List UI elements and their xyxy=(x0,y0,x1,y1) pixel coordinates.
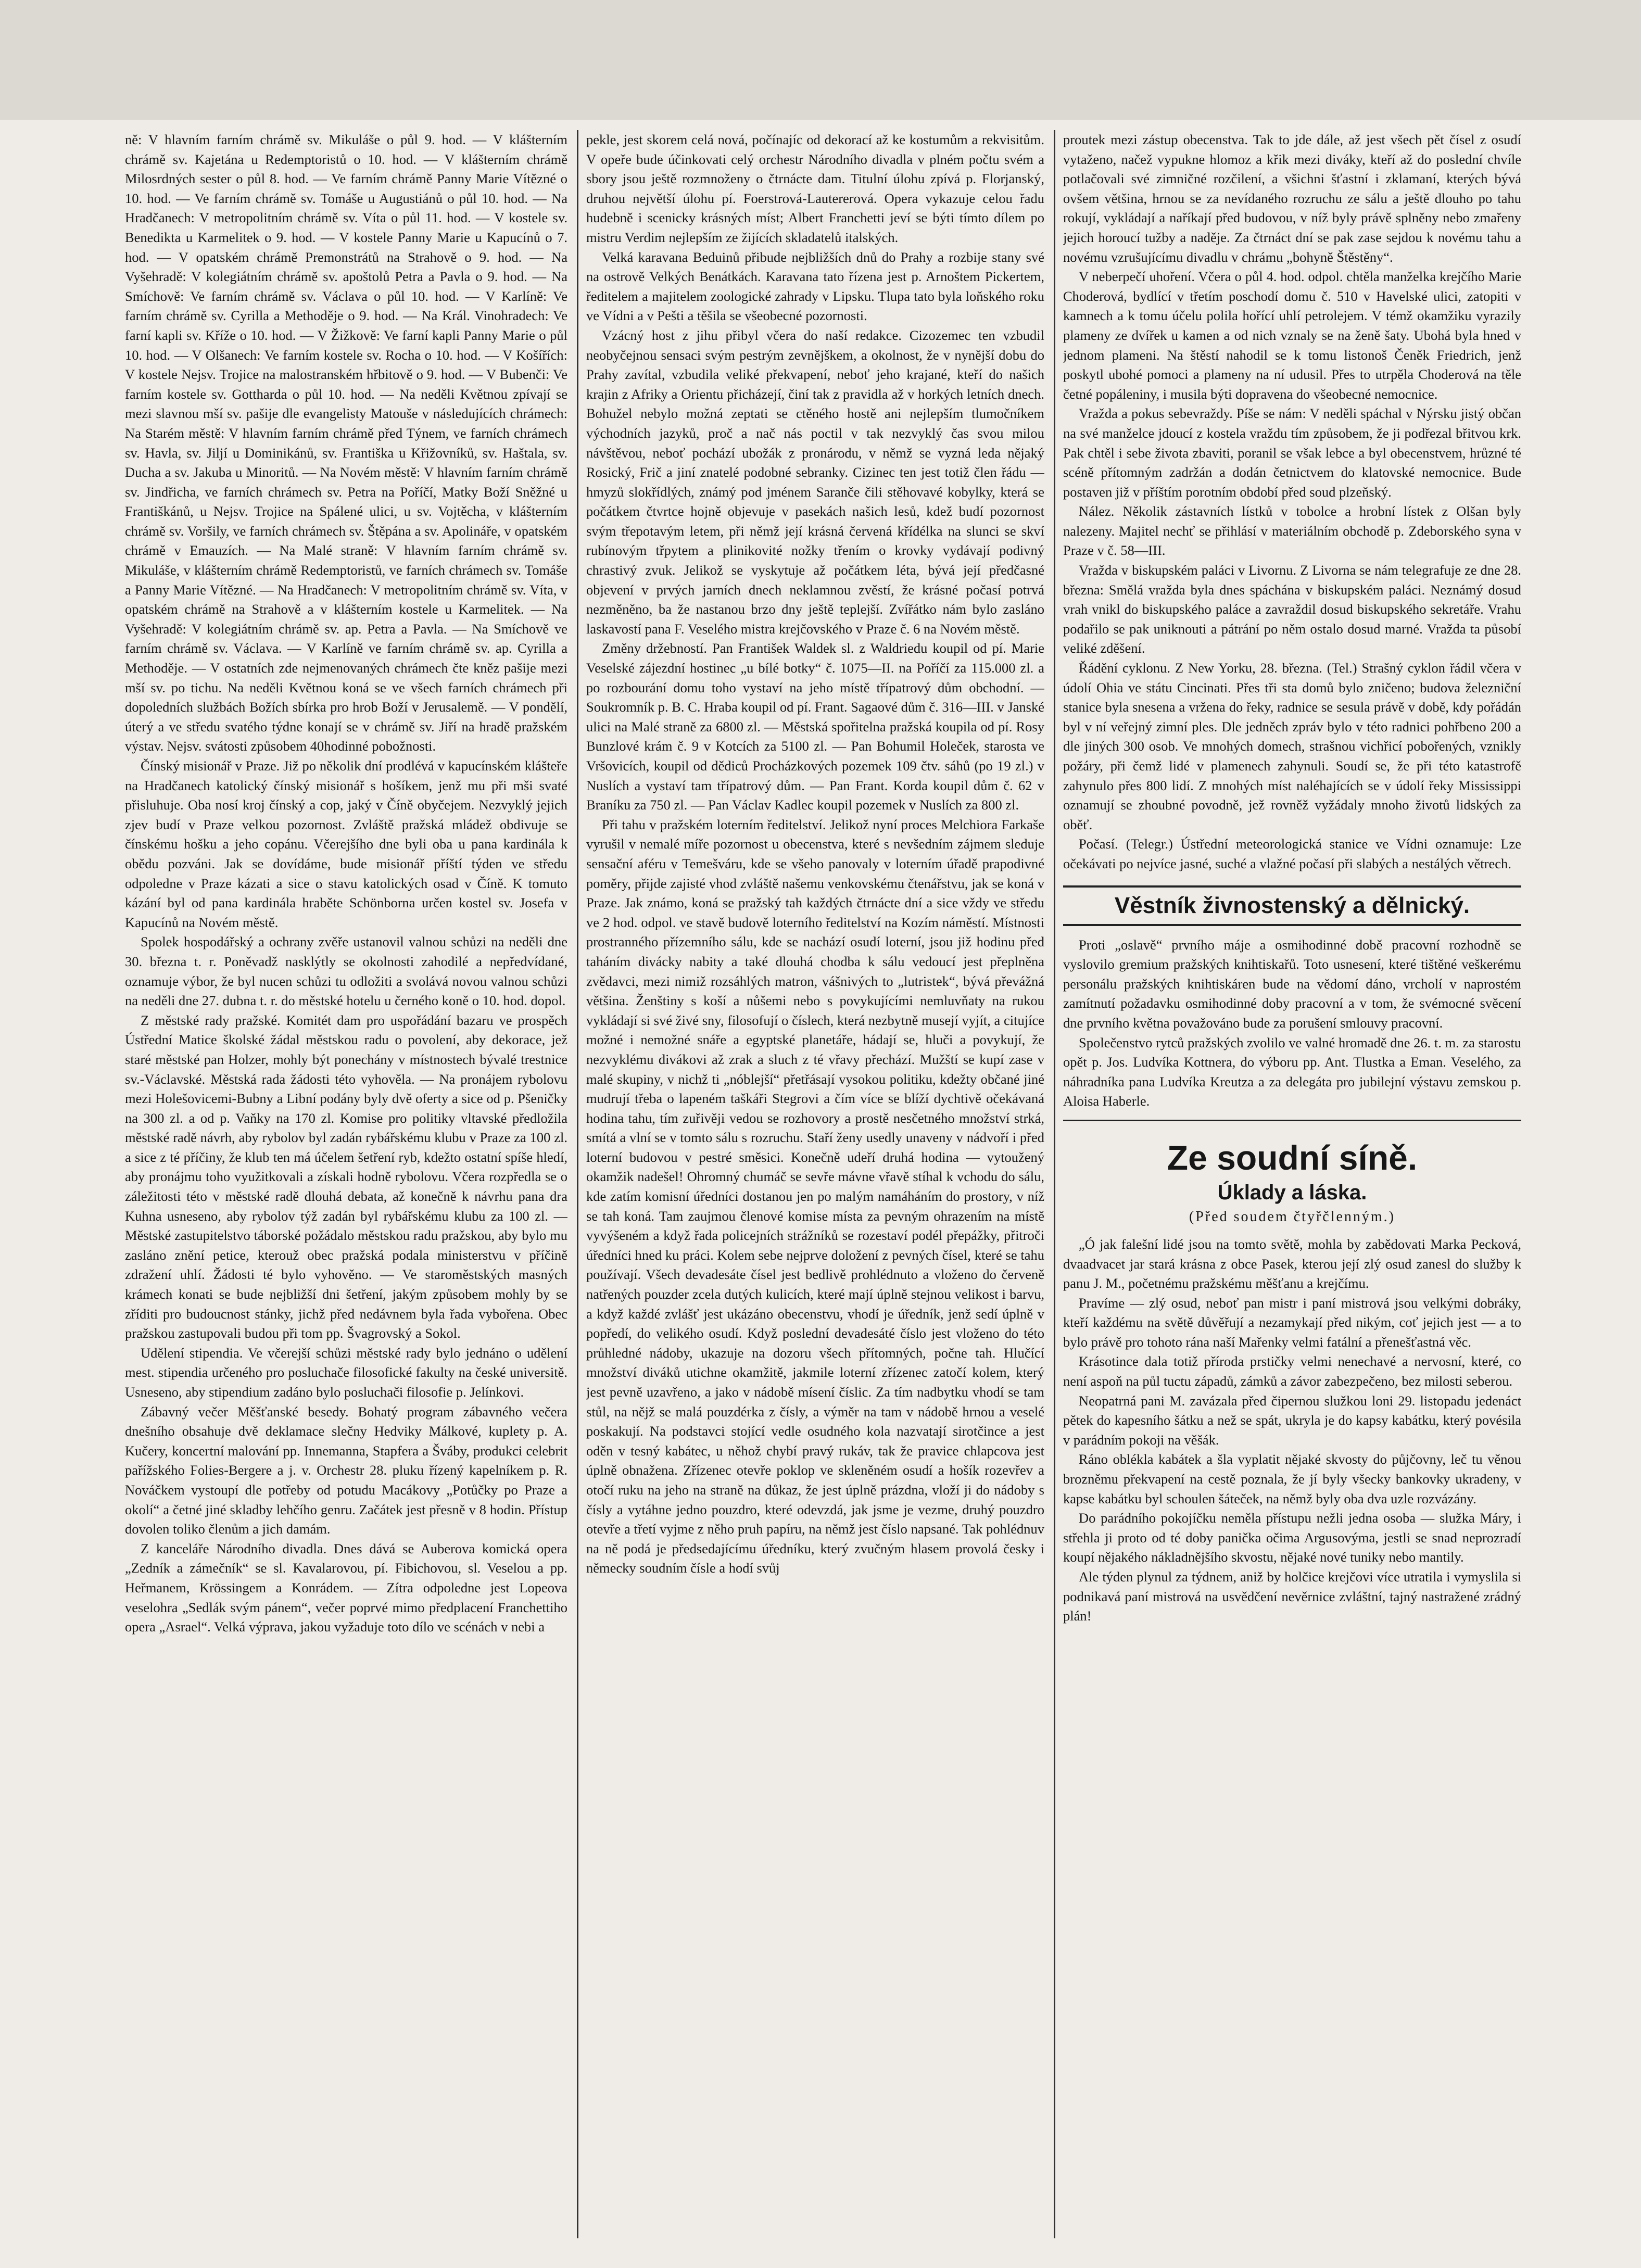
court-subheadline: Úklady a láska. xyxy=(1217,1181,1367,1204)
paragraph: Vražda v biskupském paláci v Livornu. Z Livorna se nám telegrafuje ze dne 28. března: Smělá vražda byla dnes spáchána v biskupském paláci. Neznámý dosud vrah vnikl do biskupského paláce a zavraždil dosud biskupského sekretáře. Vrahu podařilo se pak uniknouti a pátrání po něm ostalo dosud marné. Vražda ta působí veliké zděšení. xyxy=(1063,562,1521,656)
paragraph: Počasí. (Telegr.) Ústřední meteorologická stanice ve Vídni oznamuje: Lze očekávati po nejvíce jasné, suché a vlažné počasí při slabých a nestálých větrech. xyxy=(1063,836,1521,871)
paragraph: Vzácný host z jihu přibyl včera do naší redakce. Cizozemec ten vzbudil neobyčejnou sensaci svým pestrým zevnějškem, a okolnost, že v nynější dobu do Prahy zavítal, vzbudila veliké překvapení, neboť jeho krajané, kteří do našich krajin z Afriky a Orientu přicházejí, činí tak z pravidla až v horkých letních dnech. Bohužel nebylo možná zeptati se ctěného hostě ani nejlepším tlumočníkem východních jazyků, proč a nač nás poctil v tak nezvyklý čas svou milou návštěvou, neboť pochází ubožák z pronárodu, v němž se vyzná leda nějaký Rosický, Frič a jiní znatelé podobné sebranky. Cizinec ten jest totiž člen řádu — hmyzů slokřídlých, známý pod jménem Saranče čili stěhovavé kobylky, která se počátkem čtvrtce hojně objevuje v pasekách našich lesů, kdež budí pozornost svým třepotavým letem, při němž její krásná červená křídélka na slunci se skví rubínovým třpytem a plinikovité nožky třením o krovky vydávají podivný chrastivý zvuk. Jelikož se vyskytuje až počátkem léta, bývá její předčasné objevení v prvých jarních dnech neklamnou zvěstí, že krásné počasí potrvá nezměněno, ba že nastanou brzo dny ještě teplejší. Zvířátko nám bylo zasláno laskavostí pana F. Veselého mistra krejčovského v Praze č. 6 na Novém městě. xyxy=(586,327,1044,637)
paragraph: Z městské rady pražské. Komitét dam pro uspořádání bazaru ve prospěch Ústřední Matice školské žádal městskou radu o povolení, aby dekorace, jež staré městské pan Holzer, mohly být ponechány v místnostech bývalé trestnice sv.-Václavské. Městská rada žádosti této vyhověla. — Na pronájem rybolovu mezi Holešovicemi-Bubny a Libní podány byly dvě oferty a sice od p. Pšeničky na 300 zl. a od p. Vaňky na 170 zl. Komise pro politiky vltavské předložila městské radě návrh, aby rybolov byl zadán rybářskému klubu v Praze za 100 zl. a sice z té příčiny, že klub ten má účelem šetření ryb, kdežto ostatní spíše hledí, aby pronájmu toho využitkovali a získali hodně rybolovu. Včera rozpředla se o záležitosti této v městské radě dlouhá debata, až konečně k návrhu pana dra Kuhna usneseno, aby rybolov týž zadán byl rybářskému klubu za 100 zl. — Městské zastupitelstvo táborské požádalo městskou radu pražskou, aby bylo mu zasláno znění petice, kterouž obec pražská podala ministerstvu v příčině zdražení uhlí. Žádosti té bylo vyhověno. — Ve staroměstských masných krámech konati se bude nejbližší dni šetření, jakým způsobem mohly by se zříditi pro budoucnost stánky, jichž před nedávnem byla řada vybořena. Obec pražskou zastupovali budou při tom pp. Švagrovský a Sokol. xyxy=(125,1012,567,1341)
court-headline: Ze soudní síně. xyxy=(1167,1138,1418,1177)
paragraph: Zábavný večer Měšťanské besedy. Bohatý program zábavného večera dnešního obsahuje dvě deklamace slečny Hedviky Málkové, kuplety p. A. Kučery, koncertní malování pp. Innemanna, Stapfera a Šváby, produkci celebrit pařížského Folies-Bergere a j. v. Orchestr 28. pluku řízený kapelníkem p. R. Nováčkem vystoupí dle potřeby od potudu Macákovy „Potůčky po Praze a okolí“ a četné jiné skladby lehčího genru. Začátek jest přesně v 8 hodin. Přístup dovolen toliko členům a jich damám. xyxy=(125,1403,567,1537)
paragraph: Ale týden plynul za týdnem, aniž by holčice krejčovi více utratila i vymyslila si podnikavá paní mistrová na usvědčení nevěrnice zvláštní, tajný nastražené zrádný plán! xyxy=(1063,1569,1521,1624)
paragraph: Spolek hospodářský a ochrany zvěře ustanovil valnou schůzi na neděli dne 30. března t. r. Poněvadž nasklýtly se okolnosti zahodilé a nepředvídané, oznamuje výbor, že byl nucen schůzi tu odložiti a svolává novou valnou schůzi na neděli dne 27. dubna t. r. do městské hotelu u černého koně o 10. hod. dopol. xyxy=(125,934,567,1009)
paragraph: Ráno oblékla kabátek a šla vyplatit nějaké skvosty do půjčovny, leč tu věnou brozněmu překvapení na cestě poznala, že jí byly všecky bankovky ukradeny, v kapse kabátku byl schoulen šáteček, na němž byly oba dva uzle rozvázány. xyxy=(1063,1451,1521,1506)
paragraph: Proti „oslavě“ prvního máje a osmihodinné době pracovní rozhodně se vyslovilo gremium pražských knihtiskařů. Toto usnesení, které tištěné veškerému personálu pražských knihtiskáren bude na vědomí dáno, vrcholí v naprostém zamítnutí požadavku osmihodinné doby pracovní a v tom, že svémocné svěcení dne prvního května považováno bude za porušení smlouvy pracovní. xyxy=(1063,936,1521,1031)
paragraph: Vražda a pokus sebevraždy. Píše se nám: V neděli spáchal v Nýrsku jistý občan na své manželce jdoucí z kostela vraždu tím způsobem, že ji podřezal břitvou krk. Pak chtěl i sebe života zbaviti, poranil se však lebce a byl obecenstvem, hrůzné té scéně přítomným zadržán a dodán četnictvem do klatovské nemocnice. Bude postaven již v příštím porotním období před soud plzeňský. xyxy=(1063,406,1521,500)
paragraph: ně: V hlavním farním chrámě sv. Mikuláše o půl 9. hod. — V klášterním chrámě sv. Kajetána u Redemptoristů o 10. hod. — V klášterním chrámě Milosrdných sester o půl 8. hod. — Ve farním chrámě Panny Marie Vítězné o 10. hod. — Ve farním chrámě sv. Tomáše u Augustiánů o půl 10. hod. — Na Hradčanech: V metropolitním chrámě sv. Víta o půl 11. hod. — V kostele sv. Benedikta u Karmelitek o 9. hod. — V kostele Panny Marie u Kapucínů o 7. hod. — V opatském chrámě Premonstrátů na Strahově o 9. hod. — Na Vyšehradě: V kolegiátním chrámě sv. apoštolů Petra a Pavla o 9. hod. — Na Smíchově: Ve farním chrámě sv. Václava o půl 10. hod. — V Karlíně: Ve farním chrámě sv. Cyrilla a Methoděje o 9. hod. — Na Král. Vinohradech: Ve farní kapli sv. Kříže o 10. hod. — V Žižkově: Ve farní kapli Panny Marie o půl 10. hod. — V Olšanech: Ve farním kostele sv. Rocha o 10. hod. — V Košířích: V kostele Nejsv. Trojice na malostranském hřbitově o 9. hod. — V Bubenči: Ve farním kostele sv. Gottharda o půl 10. hod. — Na neděli Květnou zpívají se mezi slavnou mší sv. pašije dle evangelisty Matouše v následujících chrámech: Na Starém městě: V hlavním farním chrámě před Týnem, ve farních chrámech sv. Havla, sv. Jiljí u Dominikánů, sv. Františka u Křižovníků, sv. Haštala, sv. Ducha a sv. Jakuba u Minoritů. — Na Novém městě: V hlavním farním chrámě sv. Jindřicha, ve farních chrámech sv. Petra na Poříčí, Matky Boží Sněžné u Františkánů, u Nejsv. Trojice na Spálené ulici, u sv. Vojtěcha, v klášterním chrámě sv. Voršily, ve farních chrámech sv. Štěpána a sv. Apolináře, v opatském chrámě v Emauzích. — Na Malé straně: V hlavním farním chrámě sv. Mikuláše, v klášterním chrámě Redemptoristů, ve farních chrámech sv. Tomáše a Panny Marie Vítězné. — Na Hradčanech: V metropolitním chrámě sv. Víta, v opatském chrámě na Strahově a v klášterním kostele u Karmelitek. — Na Vyšehradě: V kolegiátním chrámě sv. ap. Petra a Pavla. — Na Smíchově ve farním chrámě sv. Václava. — V Karlíně ve farním chrámě sv. ap. Cyrilla a Methoděje. — V ostatních zde nejmenovaných chrámech čte kněz pašije mezi mší sv. po tichu. Na neděli Květnou koná se ve všech farních chrámech při dopoledních službách Božích sbírka pro hrob Boží v Jerusalemě. — V pondělí, úterý a ve středu svatého týdne konají se v chrámě sv. Jiří na hradě pražském výstav. Nejsv. svátosti způsobem 40hodinné pobožnosti. xyxy=(125,132,567,754)
paragraph: Do parádního pokojíčku neměla přístupu nežli jedna osoba — služka Máry, i střehla ji proto od té doby panička očima Argusovýma, jestli se snad neprozradí koupí nějakého nákladnějšího skvostu, nějaké nové tuniky nebo mantily. xyxy=(1063,1510,1521,1565)
paragraph: Změny držebností. Pan František Waldek sl. z Waldriedu koupil od pí. Marie Veselské zájezdní hostinec „u bílé botky“ č. 1075—II. na Poříčí za 115.000 zl. a po rozbourání domu toho vystaví na jeho místě třípatrový dům obchodní. — Soukromník p. B. C. Hraba koupil od pí. Frant. Sagaové dům č. 316—III. v Janské ulici na Malé straně za 6800 zl. — Městská spořitelna pražská koupila od pí. Rosy Bunzlové krám č. 9 v Kotcích za 5100 zl. — Pan Bohumil Holeček, starosta ve Vršovicích, koupil od dědiců Procházkových pozemek 109 čtv. sáhů (po 19 zl.) v Nuslích a vystaví tam třípatrový dům. — Pan Frant. Korda koupil dům č. 62 v Braníku za 750 zl. — Pan Václav Kadlec koupil pozemek v Nuslích za 800 zl. xyxy=(586,640,1044,813)
section-heading: Věstník živnostenský a dělnický. xyxy=(1063,885,1521,926)
paragraph: Krásotince dala totiž příroda prstičky velmi nenechavé a nervosní, které, co není aspoň na půl tuctu západů, zámků a závor zabezpečeno, bez milosti seberou. xyxy=(1063,1353,1521,1389)
middle-column xyxy=(586,130,1044,2244)
left-column xyxy=(125,130,567,2244)
paragraph: pekle, jest skorem celá nová, počínajíc od dekorací až ke kostumům a rekvisitům. V opeře bude účinkovati celý orchestr Národního divadla v plném počtu svém a sbory jsou ještě rozmnoženy o čtrnácte dam. Titulní úlohu zpívá p. Florjanský, druhou největší úlohu pí. Foerstrová-Lautererová. Opera vykazuje celou řadu hudebně i scenicky krásných míst; Albert Franchetti jeví se býti tímto dílem po mistru Verdim nejlepším ze žijících skladatelů italských. xyxy=(586,132,1044,245)
paragraph: Z kanceláře Národního divadla. Dnes dává se Auberova komická opera „Zedník a zámečník“ se sl. Kavalarovou, pí. Fibichovou, sl. Veselou a pp. Heřmanem, Krössingem a Konrádem. — Zítra odpoledne jest Lopeova veselohra „Sedlák svým pánem“, večer poprvé mimo předplacení Franchettiho opera „Asrael“. Velká výprava, jakou vyžaduje toto dílo ve scénách v nebi a xyxy=(125,1540,567,1635)
right-column xyxy=(1063,130,1521,2244)
paragraph: Udělení stipendia. Ve včerejší schůzi městské rady bylo jednáno o udělení mest. stipendia určeného pro posluchače filosofické fakulty na české universitě. Usneseno, aby stipendium zadáno bylo posluchači filosofie p. Jelínkovi. xyxy=(125,1345,567,1400)
column-divider xyxy=(1054,130,1055,2238)
court-note: (Před soudem čtyřčlenným.) xyxy=(1189,1208,1396,1225)
paragraph: Společenstvo rytců pražských zvolilo ve valné hromadě dne 26. t. m. za starostu opět p. Jos. Ludvíka Kottnera, do výboru pp. Ant. Tlustka a Eman. Veselého, za náhradníka pana Ludvíka Kreutza a za delegáta pro jubilejní výstavu zemskou p. Aloisa Haberle. xyxy=(1063,1034,1521,1109)
paragraph: Neopatrná pani M. zavázala před čipernou služkou loni 29. listopadu jedenáct pětek do kapesního šátku a než se spát, ukryla je do kapsy kabátku, který povésila v parádním pokoji na věšák. xyxy=(1063,1392,1521,1448)
paragraph: Pravíme — zlý osud, neboť pan mistr i paní mistrová jsou velkými dobráky, kteří každému na světě důvěřují a nezamykají před nikým, coť jejich jest — a to bylo právě pro tohoto rána naší Mařenky velmi fatální a přenešťastná věc. xyxy=(1063,1295,1521,1350)
paragraph: Velká karavana Beduinů přibude nejbližších dnů do Prahy a rozbije stany své na ostrově Velkých Benátkách. Karavana tato řízena jest p. Arnoštem Pickertem, ředitelem a majitelem zoologické zahrady v Lipsku. Tlupa tato byla loňského roku ve Vídni a v Pešti a těšila se všeobecné pozornosti. xyxy=(586,249,1044,324)
paragraph: V neberpečí uhoření. Včera o půl 4. hod. odpol. chtěla manželka krejčího Marie Choderová, bydlící v třetím poschodí domu č. 510 v Havelské ulici, zatopiti v kamnech a k tomu účelu polila hořící uhlí petrolejem. V témž okamžiku vyrazily plameny ze dvířek u kamen a od nich vznaly se na ženě šaty. Ubohá byla hned v jednom plameni. Na štěstí nahodil se k tomu listonoš Čeněk Friedrich, jenž poskytl ubohé pomoci a plameny na ní udusil. Přes to utrpěla Choderová na těle četné popáleniny, i musila býti dopravena do všeobecné nemocnice. xyxy=(1063,269,1521,402)
paragraph: Nález. Několik zástavních lístků v tobolce a hrobní lístek z Olšan byly nalezeny. Majitel nechť se přihlásí v materiálním obchodě p. Zdeborského syna v Praze v č. 58—III. xyxy=(1063,503,1521,559)
paragraph: Řádění cyklonu. Z New Yorku, 28. března. (Tel.) Strašný cyklon řádil včera v údolí Ohia ve státu Cincinati. Přes tři sta domů bylo zničeno; budova železniční stanice byla snesena a vržena do řeky, radnice se sesula právě v době, kdy pořádán byl v ní veřejný zimní ples. Dle jedněch zpráv bylo v této radnici pohřbeno 200 a dle jiných 300 osob. Ve mnohých domech, strašnou vichřicí pobořených, vznikly požáry, při čemž lidé v plamenech zahynuli. Soudí se, že při této katastrofě zahynulo přes 800 lidí. Z mnohých míst naléhajících se v údolí řeky Mississippi oznamují se zhoubné povodně, jež rovněž vyžádaly mnoho životů lidských za oběť. xyxy=(1063,660,1521,832)
paragraph: proutek mezi zástup obecenstva. Tak to jde dále, až jest všech pět čísel z osudí vytaženo, načež vypukne hlomoz a křik mezi diváky, kteří až do poslední chvíle potlačovali své zimničné rozčilení, a všichni šťastní i zklamaní, kterých bývá ovšem většina, hrnou se za nevídaného rozruchu ze sálu a ještě dlouho po tahu rokují, vykládají a naříkají před budovou, v níž byly právě splněny nebo zmařeny jejich horoucí tužby a naděje. Za čtrnáct dní se pak zase sejdou k novému tahu a novému vzrušujícímu divadlu v chrámu „bohyně Štěstěny“. xyxy=(1063,132,1521,265)
divider xyxy=(1063,1120,1521,1121)
paragraph: „Ó jak falešní lidé jsou na tomto světě, mohla by zabědovati Marka Pecková, dvaadvacet jar stará krásna z obce Pasek, kterou její zlý osud zanesl do služby k panu J. M., početnému pražskému měšťanu a krejčímu. xyxy=(1063,1236,1521,1291)
scan-margin xyxy=(0,0,1641,120)
paragraph: Při tahu v pražském loterním ředitelství. Jelikož nyní proces Melchiora Farkaše vyrušil v nemalé míře pozornost u obecenstva, které s nevšedním zájmem sleduje sensační aféru v Temešváru, kde se všeho panovaly v loterním úřadě prapodivné poměry, přijde zajisté vhod zvláště našemu venkovskému čtenářstvu, jak se koná v Praze. Jak známo, koná se pražský tah každých čtrnácte dní a sice vždy ve středu ve 2 hod. odpol. ve stavě budově loterního ředitelství na Kozím náměstí. Místnosti prostranného přízemního sálu, kde se nachází osudí loterní, jsou již hodinu před taháním divácky nabity a také dlouhá chodba k sálu vedoucí jest přeplněna zvědavci, mezi nimiž rozsáhlých matron, vášnivých to „lutristek“, bývá převážná většina. Ženštiny s koší a nůšemi nebo s povykujícími nemluvňaty na rukou vykládají si své živé sny, filosofují o číslech, která nezbytně musejí vyjít, a citujíce možné i nemožné snáře a egyptské planetáře, hádají se, hluči a povykují, že nezvyklému divákovi až zrak a sluch z té vřavy přechází. Mužští se kupí zase v malé skupiny, v nichž ti „nóblejší“ přetřásají vysokou politiku, kdežty občané jiné mudrují třeba o lapeném taškáři Stegrovi a čím více se blíží dychtivě očekávaná hodina tahu, tím zuřivěji vedou se rozhovory a prostě nesčetného množství strká, smítá a vlní se v tomto sálu s rozruchu. Staří ženy usedly unaveny v nádvoří i před loterní budovou v pestré směsici. Konečně udeří druhá hodina — vytoužený okamžik nadešel! Ohromný chumáč se sevře mávne vřavě stíhal k vchodu do sálu, kde zatím komisní úředníci dostanou jen po malým namáháním do prostory, v níž se tah koná. Tam zaujmou členové komise místa za pevným ohrazením na místě vyvýšeném a když řada policejních strážníků se rozestaví podél přepážky, přitroči úředníci hned ku práci. Kolem sebe nejprve doložení z pevných čísel, které se tahu používají. Všech devadesáte čísel jest bedlivě prohlédnuto a vloženo do červeně natřených pouzder zcela dutých kulicích, které mají úplně stejnou velikost i barvu, a když každé zvlášť jest ukázáno obecenstvu, vhodí je úředník, jenž sedí úplně v popředí, do velikého osudí. Když poslední devadesáté číslo jest vloženo do této průhledné nádoby, ukazuje na dozoru všech přítomných, počne tah. Hlučící množství diváků utichne okamžitě, jakmile loterní zřízenec zatočí kolem, který jest pevně uzavřeno, a jako v nádobě mísení číslic. Za tím nadbytku vhodí se tam stůl, na nějž se malá pouzdérka z čísly, a výměr na tam v nádobě hrnou a veselé poskakují. Na podstavci stojící vedle osudného kola nazvatají sirotčince a jest oděn v tesný kabátec, u něhož chybí pravý rukáv, tak že pravice chlapcova jest úplně obnažena. Zřízenec otevře poklop ve skleněném osudí a hošík rozevřev a otočí ruku na jeho na straně na důkaz, že jest úplně prázdna, vloží ji do nádoby s čísly a vytáhne jedno pouzdro, které odevzdá, jak jsme je vezme, druhý pouzdro otevře a třetí vyjme z něho pruh papíru, na němž jest číslo napsané. Tak pohlédnuv na ně podá je předsedajícímu úředníku, který zvučným hlasem provolá česky i německy soudním čísle a hodí svůj xyxy=(586,816,1044,1576)
paragraph: Čínský misionář v Praze. Již po několik dní prodlévá v kapucínském klášteře na Hradčanech katolický čínský misionář s hošíkem, jenž mu při mši svaté přisluhuje. Oba nosí kroj čínský a cop, jaký v Číně obyčejem. Nezvyklý jejich zjev budí v Praze velkou pozornost. Zvláště pražská mládež obdivuje se čínskému hošku a jeho copánu. Včerejšího dne byli oba u pana kardinála k obědu pozváni. Jak se dovídáme, bude misionář příští týden ve středu odpoledne v Praze kázati a sice o stavu katolických osad v Číně. K tomuto kázání byl od pana kardinála hraběte Schönborna určen kostel sv. Josefa v Kapucínů na Novém městě. xyxy=(125,758,567,930)
column-divider xyxy=(577,130,578,2238)
